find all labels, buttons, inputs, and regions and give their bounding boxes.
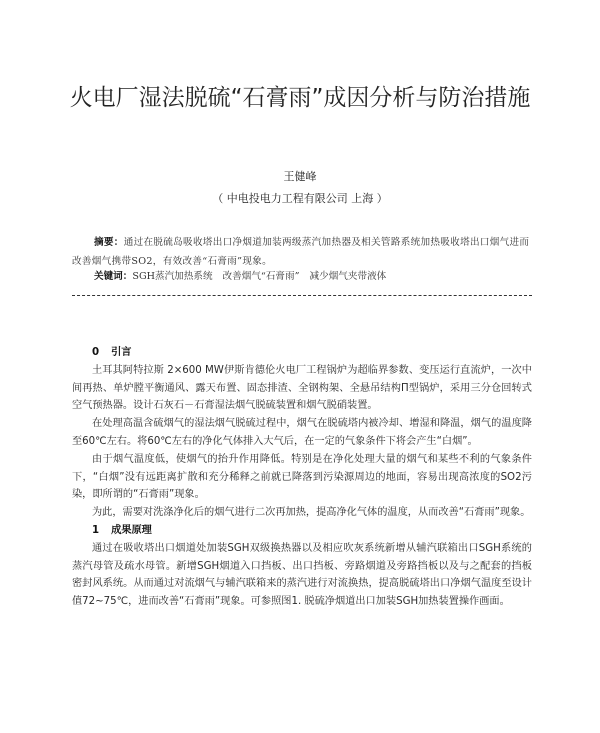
separator-rule [72, 295, 532, 296]
abstract-paragraph [72, 233, 532, 271]
abstract-label: 摘要： [94, 237, 124, 248]
keyword-item: SGH蒸汽加热系统 [132, 271, 213, 282]
section-heading [72, 344, 532, 362]
author-affiliation: （ 中电投电力工程有限公司 上海 ） [212, 192, 388, 205]
body-paragraph: 为此，需要对洗涤净化后的烟气进行二次再加热，提高净化气体的温度，从而改善“石膏雨”现象。 [92, 507, 531, 519]
section-title: 引言 [111, 347, 132, 358]
body-paragraph: 通过在吸收塔出口烟道处加装SGH双级换热器以及相应吹灰系统新增从辅汽联箱出口SGH系统的蒸汽母管及疏水母管。新增SGH烟道入口挡板、出口挡板、旁路烟道及旁路挡板以及与之配套的挡板密封风系统。从而通过对流烟气与辅汽联箱来的蒸汽进行对流换热，提高脱硫塔出口净烟气温度至设计值72~75℃，进而改善“石膏雨”现象。可参照图1. 脱硫净烟道出口加装SGH加热装置操作画面。 [72, 542, 532, 608]
abstract-text: 通过在脱硫岛吸收塔出口净烟道加装两级蒸汽加热器及相关管路系统加热吸收塔出口烟气进而改善烟气携带SO2，有效改善“石膏雨”现象。 [72, 237, 530, 267]
section-heading [72, 522, 532, 540]
section-title: 成果原理 [111, 524, 152, 536]
section-number: 0 [92, 347, 100, 358]
keywords-block [94, 270, 532, 284]
abstract-block [72, 233, 532, 271]
paper-title: 火电厂湿法脱硫“石膏雨”成因分析与防治措施 [69, 85, 531, 111]
body-paragraph: 土耳其阿特拉斯 2×600 MW伊斯肯德伦火电厂工程锅炉为超临界参数、变压运行直流炉，一次中间再热、单炉膛平衡通风、露天布置、固态排渣、全钢构架、全悬吊结构Π型锅炉，采用三分仓回转式空气预热器。设计石灰石－石膏湿法烟气脱硫装置和烟气脱硝装置。 [72, 364, 532, 412]
keywords-label: 关键词： [94, 271, 133, 282]
body-paragraph: 在处理高温含硫烟气的湿法烟气脱硫过程中，烟气在脱硫塔内被冷却、增湿和降温，烟气的温度降至60℃左右。将60℃左右的净化气体排入大气后，在一定的气象条件下将会产生“白烟”。 [72, 418, 532, 447]
body-paragraph: 由于烟气温度低，使烟气的抬升作用降低。特别是在净化处理大量的烟气和某些不利的气象条件下，“白烟”没有远距离扩散和充分稀释之前就已降落到污染源周边的地面，容易出现高浓度的SO2污染，即所谓的“石膏雨”现象。 [72, 453, 532, 501]
author-name: 王健峰 [283, 170, 317, 183]
section-number: 1 [92, 524, 100, 536]
body-text [72, 344, 532, 611]
keyword-item: 改善烟气“石膏雨” [222, 271, 300, 282]
keyword-item: 减少烟气夹带液体 [309, 271, 387, 282]
